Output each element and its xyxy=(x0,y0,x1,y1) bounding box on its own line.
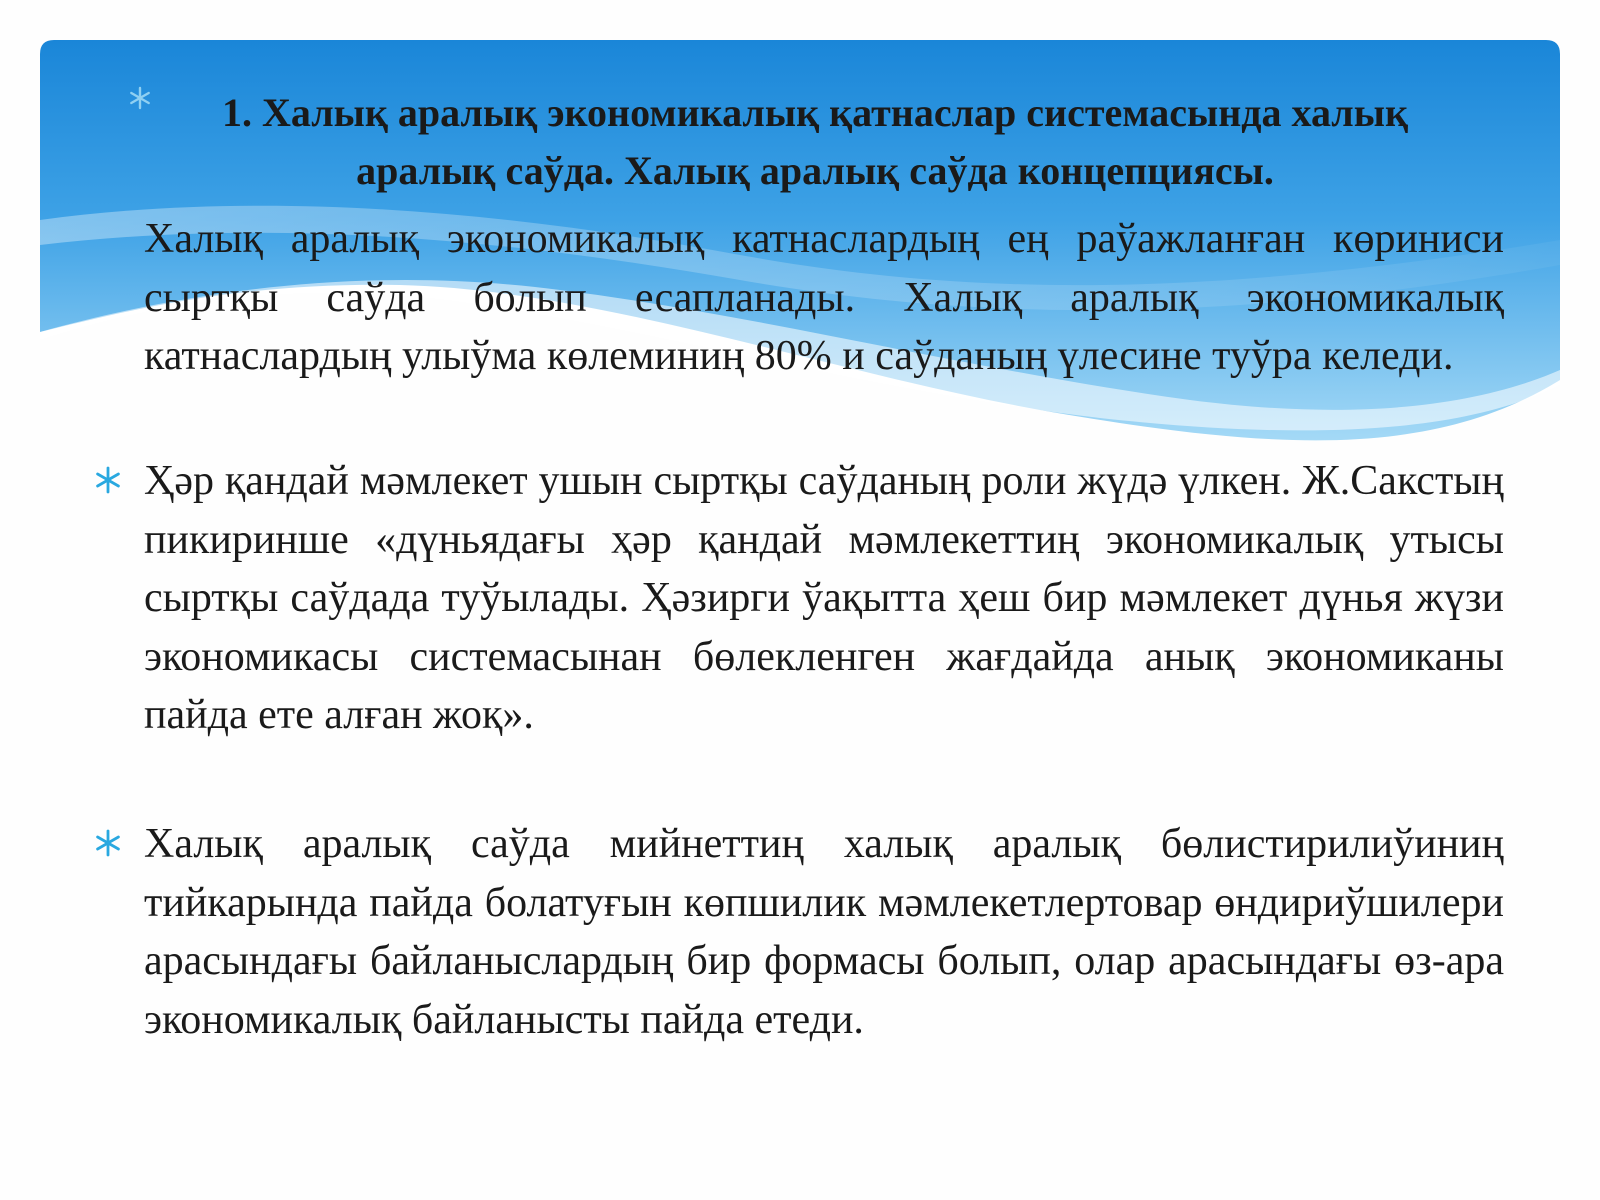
asterisk-bullet-icon xyxy=(94,466,122,494)
paragraph-intro: Халық аралық экономикалық катнаслардың ең раўажланған көриниси сыртқы саўда болып есапланады. Халық аралық экономикалық катнаслардың улыўма көлеминиң 80% и саўданың үлесине туўра келеди. xyxy=(144,216,1504,379)
slide-title: 1. Халық аралық экономикалық қатнаслар системасында халық аралық саўда. Халық аралық саўда концепциясы. xyxy=(221,90,1409,193)
asterisk-bullet-icon xyxy=(94,829,122,857)
paragraph-bullet-1: Ҳәр қандай мәмлекет ушын сыртқы саўданың роли жүдә үлкен. Ж.Сакстың пикиринше «дүньядағы ҳәр қандай мәмлекеттиң экономикалық утысы сыртқы саўдада туўылады. Ҳәзирги ўақытта ҳеш бир мәмлекет дүнья жүзи экономикасы системасынан бөлекленген жағдайда анық экономиканы пайда ете алған жоқ». xyxy=(144,458,1504,738)
title-bullet-icon xyxy=(128,86,152,110)
paragraph-bullet-2: Халық аралық саўда мийнеттиң халық аралық бөлистирилиўиниң тийкарында пайда болатуғын көпшилик мәмлекетлертовар өндириўшилери арасындағы байланыслардың бир формасы болып, олар арасындағы өз-ара экономикалық байланысты пайда етеди. xyxy=(144,821,1504,1043)
